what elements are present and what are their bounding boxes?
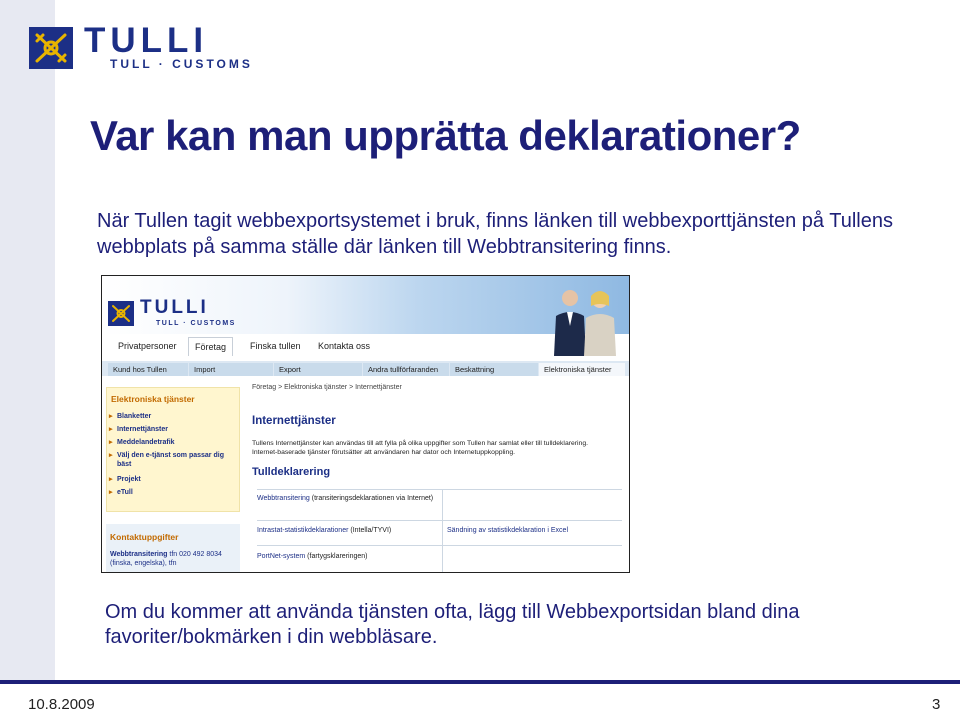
sidebar-item-blanketter[interactable]: ▸ Blanketter <box>117 412 237 421</box>
contact-box <box>106 524 240 572</box>
sidebar-item-meddelandetrafik[interactable]: ▸ Meddelandetrafik <box>117 438 237 447</box>
staff-photo <box>542 282 627 356</box>
site-tab-bar <box>102 361 629 376</box>
slide-title: Var kan man upprätta deklarationer? <box>90 112 801 159</box>
sidebar-item-internettjanster[interactable]: ▸ Internettjänster <box>117 425 237 434</box>
section-title: Tulldeklarering <box>252 466 331 478</box>
tab-elektroniska-tjanster[interactable]: Elektroniska tjänster <box>539 363 625 376</box>
site-sidebar <box>102 379 242 572</box>
table-row-divider <box>257 545 622 546</box>
table-row <box>257 552 437 561</box>
tab-kund-hos-tullen[interactable]: Kund hos Tullen <box>108 363 188 376</box>
site-logo-subtitle: TULL · CUSTOMS <box>156 320 236 327</box>
portnet-link[interactable]: PortNet-system <box>257 553 306 560</box>
breadcrumb: Företag > Elektroniska tjänster > Internettjänster <box>252 384 402 391</box>
sidebar-title: Elektroniska tjänster <box>111 394 195 404</box>
tab-andra-tullforfaranden[interactable]: Andra tullförfaranden <box>363 363 449 376</box>
tab-import[interactable]: Import <box>189 363 273 376</box>
left-decor-bar <box>0 0 55 680</box>
customs-emblem-icon <box>29 27 73 69</box>
table-row <box>447 526 622 535</box>
intrastat-note: (Intella/TYVI) <box>348 527 392 534</box>
logo-wordmark: TULLI <box>84 21 209 60</box>
site-top-nav <box>102 337 542 357</box>
intro-paragraph: När Tullen tagit webbexportsystemet i bruk, finns länken till webbexporttjänsten på Tullens webbplats på samma ställe där länken till Webbtransitering finns. <box>97 210 893 258</box>
page-title: Internettjänster <box>252 415 336 427</box>
table-column-divider <box>442 490 443 573</box>
contact-title: Kontaktuppgifter <box>110 532 179 542</box>
table-row <box>257 494 437 503</box>
footer-divider <box>0 680 960 684</box>
nav-foretag[interactable]: Företag <box>188 337 233 356</box>
contact-label: Webbtransitering <box>110 551 168 558</box>
contact-text <box>110 550 238 568</box>
sidebar-item-etull[interactable]: ▸ eTull <box>117 488 237 497</box>
nav-finska-tullen[interactable]: Finska tullen <box>250 341 301 351</box>
intrastat-link[interactable]: Intrastat-statistikdeklarationer <box>257 527 349 534</box>
sidebar-item-valj-e-tjanst[interactable]: ▸ Välj den e-tjänst som passar dig bäst <box>117 451 237 469</box>
sidebar-item-projekt[interactable]: ▸ Projekt <box>117 475 237 484</box>
tab-beskattning[interactable]: Beskattning <box>450 363 538 376</box>
portnet-note: (fartygsklareringen) <box>305 553 368 560</box>
contact-phone: tfn 020 492 8034 (finska, engelska), tfn <box>110 551 222 567</box>
site-logo-wordmark: TULLI <box>140 297 209 318</box>
nav-kontakta-oss[interactable]: Kontakta oss <box>318 341 371 351</box>
statistik-excel-link[interactable]: Sändning av statistikdeklaration i Excel <box>447 527 569 534</box>
webbtransitering-link[interactable]: Webbtransitering <box>257 495 310 502</box>
site-main-content <box>252 379 627 572</box>
tab-export[interactable]: Export <box>274 363 362 376</box>
logo-subtitle: TULL · CUSTOMS <box>110 57 253 71</box>
page-description: Tullens Internettjänster kan användas till att fylla på olika uppgifter som Tullen har samlat eller till tulldeklarering. Internet-baserade tjänster förutsätter att användaren har dator och Internetuppkoppling. <box>252 440 588 456</box>
services-table <box>257 489 622 573</box>
page-number: 3 <box>932 696 941 713</box>
footer-date: 10.8.2009 <box>28 696 95 713</box>
webbtransitering-note: (transiteringsdeklarationen via Internet) <box>309 495 434 502</box>
sidebar-menu-box <box>106 387 240 512</box>
outro-paragraph: Om du kommer att använda tjänsten ofta, lägg till Webbexportsidan bland dina favoriter/bokmärken i din webbläsare. <box>105 601 800 648</box>
website-screenshot <box>101 275 630 573</box>
nav-privatpersoner[interactable]: Privatpersoner <box>118 341 177 351</box>
table-row-divider <box>257 520 622 521</box>
site-emblem-icon <box>108 301 134 326</box>
table-row <box>257 526 437 535</box>
